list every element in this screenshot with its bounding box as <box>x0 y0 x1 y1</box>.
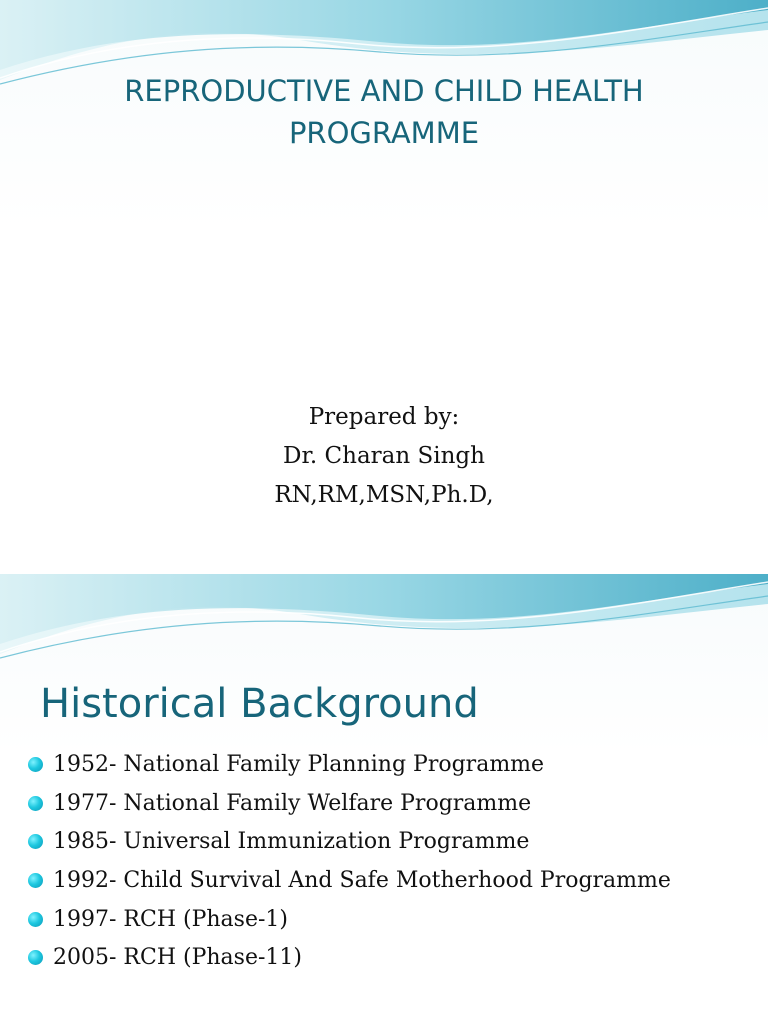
list-item <box>28 901 671 940</box>
history-bullet-list <box>28 746 671 978</box>
bullet-dot-icon <box>28 912 43 927</box>
list-item <box>28 746 671 785</box>
list-item-text: 1992- Child Survival And Safe Motherhood Programme <box>53 868 671 894</box>
author-block <box>0 398 768 515</box>
author-credentials: RN,RM,MSN,Ph.D, <box>274 482 494 508</box>
slide-title-line-2: PROGRAMME <box>288 116 480 150</box>
slide-heading: Historical Background <box>40 681 479 727</box>
list-item-text: 2005- RCH (Phase-11) <box>53 945 302 971</box>
slide-title <box>0 70 768 154</box>
author-name: Dr. Charan Singh <box>283 443 485 469</box>
list-item <box>28 862 671 901</box>
list-item <box>28 785 671 824</box>
list-item-text: 1997- RCH (Phase-1) <box>53 906 288 932</box>
wave-decoration-icon <box>0 574 768 664</box>
bullet-dot-icon <box>28 834 43 849</box>
list-item-text: 1977- National Family Welfare Programme <box>53 790 532 816</box>
list-item <box>28 823 671 862</box>
bullet-dot-icon <box>28 796 43 811</box>
list-item-text: 1985- Universal Immunization Programme <box>53 829 530 855</box>
list-item <box>28 939 671 978</box>
bullet-dot-icon <box>28 873 43 888</box>
prepared-by-label: Prepared by: <box>308 404 460 430</box>
history-slide <box>0 574 768 1024</box>
bullet-dot-icon <box>28 950 43 965</box>
bullet-dot-icon <box>28 757 43 772</box>
slide-title-line-1: REPRODUCTIVE AND CHILD HEALTH <box>124 74 644 108</box>
list-item-text: 1952- National Family Planning Programme <box>53 752 545 777</box>
